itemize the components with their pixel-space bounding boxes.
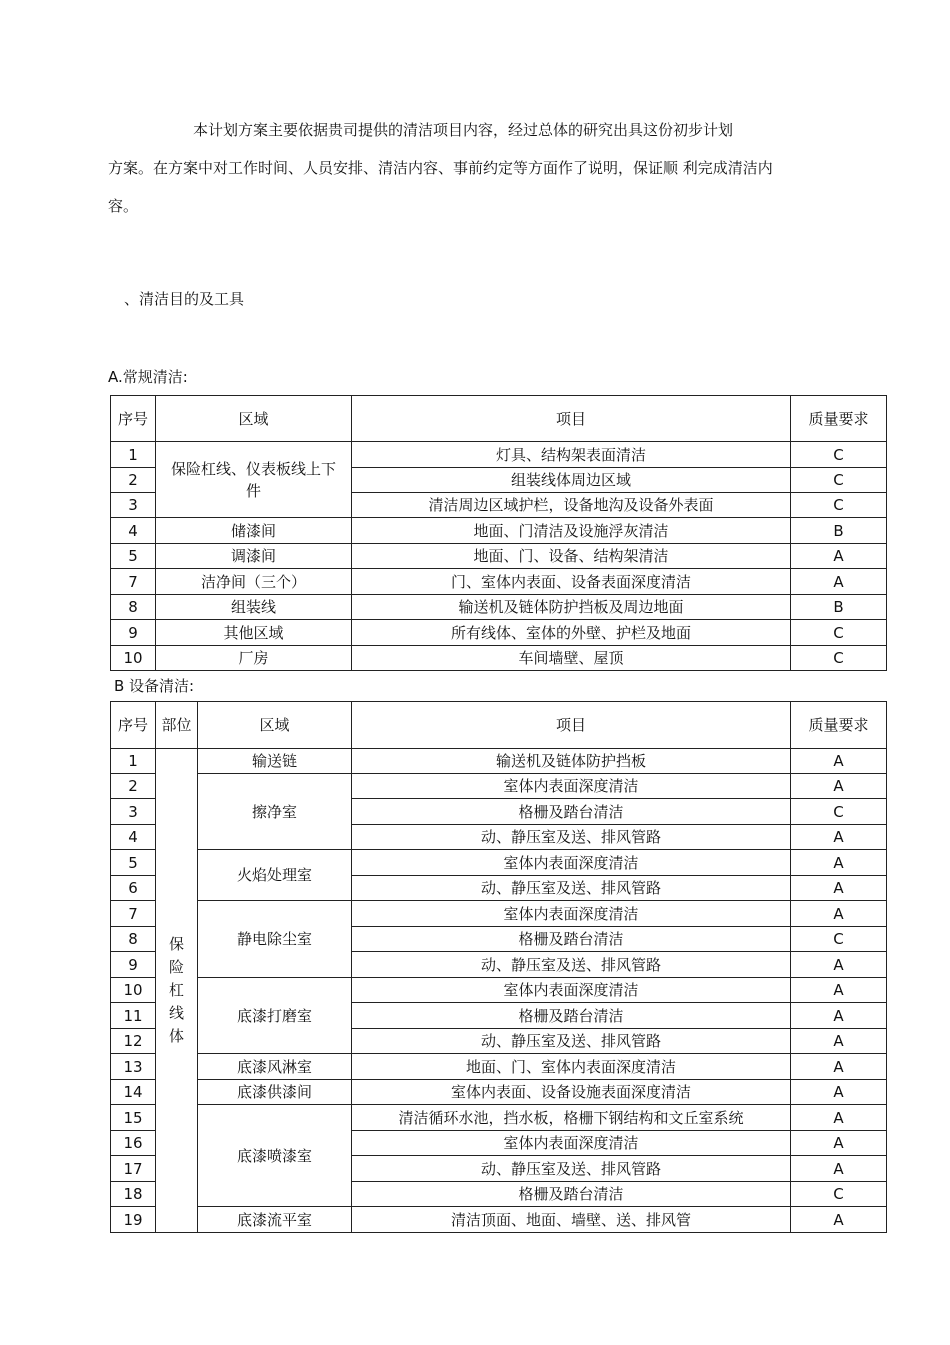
- row-no: 1: [111, 442, 156, 468]
- row-item: 组装线体周边区域: [352, 468, 791, 493]
- row-area: 调漆间: [156, 544, 352, 569]
- row-area: 输送链: [198, 749, 352, 774]
- row-no: 5: [111, 850, 156, 876]
- row-quality: A: [791, 1105, 887, 1131]
- row-item: 动、静压室及送、排风管路: [352, 1156, 791, 1182]
- row-no: 14: [111, 1080, 156, 1105]
- row-quality: A: [791, 1156, 887, 1182]
- row-no: 2: [111, 468, 156, 493]
- row-no: 12: [111, 1029, 156, 1054]
- row-no: 4: [111, 825, 156, 850]
- row-item: 室体内表面深度清洁: [352, 1131, 791, 1156]
- row-no: 10: [111, 978, 156, 1003]
- row-item: 动、静压室及送、排风管路: [352, 876, 791, 901]
- table-b-caption: B 设备清洁:: [114, 677, 195, 695]
- row-item: 格栅及踏台清洁: [352, 927, 791, 952]
- row-area: 底漆供漆间: [198, 1080, 352, 1105]
- row-quality: A: [791, 876, 887, 901]
- row-quality: A: [791, 901, 887, 927]
- row-item: 清洁顶面、地面、墙壁、送、排风管: [352, 1207, 791, 1233]
- intro-line-2: 方案。在方案中对工作时间、人员安排、清洁内容、事前约定等方面作了说明，保证顺 利完成清洁内: [108, 159, 773, 177]
- header-area: 区域: [198, 702, 352, 749]
- row-no: 8: [111, 595, 156, 620]
- row-item: 地面、门清洁及设施浮灰清洁: [352, 518, 791, 544]
- row-quality: A: [791, 544, 887, 569]
- table-row: [111, 518, 887, 544]
- row-item: 输送机及链体防护挡板及周边地面: [352, 595, 791, 620]
- table-a-header-row: [111, 396, 887, 442]
- table-row: [111, 1207, 887, 1233]
- row-area: 静电除尘室: [198, 901, 352, 978]
- row-no: 1: [111, 749, 156, 774]
- row-no: 6: [111, 876, 156, 901]
- table-row: [111, 620, 887, 646]
- table-row: [111, 850, 887, 876]
- row-no: 3: [111, 799, 156, 825]
- header-item: 项目: [352, 396, 791, 442]
- header-quality: 质量要求: [791, 702, 887, 749]
- row-item: 门、室体内表面、设备表面深度清洁: [352, 569, 791, 595]
- row-quality: C: [791, 493, 887, 518]
- row-item: 室体内表面深度清洁: [352, 901, 791, 927]
- row-no: 7: [111, 569, 156, 595]
- row-area: 底漆打磨室: [198, 978, 352, 1054]
- row-quality: A: [791, 1080, 887, 1105]
- row-no: 15: [111, 1105, 156, 1131]
- row-item: 动、静压室及送、排风管路: [352, 1029, 791, 1054]
- row-no: 9: [111, 952, 156, 978]
- table-row: [111, 1054, 887, 1080]
- table-row: [111, 1105, 887, 1131]
- table-row: [111, 978, 887, 1003]
- row-item: 清洁周边区域护栏，设备地沟及设备外表面: [352, 493, 791, 518]
- row-quality: A: [791, 1054, 887, 1080]
- part-label: 保险杠线体: [156, 749, 198, 1233]
- row-no: 3: [111, 493, 156, 518]
- row-no: 2: [111, 774, 156, 799]
- row-quality: A: [791, 774, 887, 799]
- table-row: [111, 646, 887, 671]
- table-a-caption: A.常规清洁:: [108, 368, 188, 386]
- row-area: 擦净室: [198, 774, 352, 850]
- row-item: 清洁循环水池，挡水板，格栅下钢结构和文丘室系统: [352, 1105, 791, 1131]
- row-item: 灯具、结构架表面清洁: [352, 442, 791, 468]
- row-quality: C: [791, 442, 887, 468]
- row-quality: C: [791, 799, 887, 825]
- row-no: 4: [111, 518, 156, 544]
- table-row: [111, 749, 887, 774]
- header-area: 区域: [156, 396, 352, 442]
- table-row: [111, 595, 887, 620]
- row-quality: C: [791, 620, 887, 646]
- row-area: 底漆流平室: [198, 1207, 352, 1233]
- section-heading: 、清洁目的及工具: [124, 290, 245, 308]
- row-no: 13: [111, 1054, 156, 1080]
- row-item: 动、静压室及送、排风管路: [352, 825, 791, 850]
- row-item: 室体内表面深度清洁: [352, 978, 791, 1003]
- row-area: 其他区域: [156, 620, 352, 646]
- header-quality: 质量要求: [791, 396, 887, 442]
- row-quality: C: [791, 468, 887, 493]
- row-quality: B: [791, 518, 887, 544]
- row-quality: A: [791, 1003, 887, 1029]
- row-area: 厂房: [156, 646, 352, 671]
- header-no: 序号: [111, 702, 156, 749]
- row-item: 所有线体、室体的外壁、护栏及地面: [352, 620, 791, 646]
- row-quality: A: [791, 1131, 887, 1156]
- row-item: 格栅及踏台清洁: [352, 1003, 791, 1029]
- row-item: 格栅及踏台清洁: [352, 1182, 791, 1207]
- row-item: 地面、门、设备、结构架清洁: [352, 544, 791, 569]
- row-item: 室体内表面深度清洁: [352, 850, 791, 876]
- row-quality: C: [791, 927, 887, 952]
- row-quality: A: [791, 850, 887, 876]
- row-quality: A: [791, 952, 887, 978]
- row-no: 18: [111, 1182, 156, 1207]
- row-item: 地面、门、室体内表面深度清洁: [352, 1054, 791, 1080]
- row-area: 火焰处理室: [198, 850, 352, 901]
- row-area: 洁净间（三个）: [156, 569, 352, 595]
- row-item: 室体内表面深度清洁: [352, 774, 791, 799]
- row-area: 组装线: [156, 595, 352, 620]
- row-area: 储漆间: [156, 518, 352, 544]
- row-no: 9: [111, 620, 156, 646]
- header-no: 序号: [111, 396, 156, 442]
- row-no: 7: [111, 901, 156, 927]
- row-no: 19: [111, 1207, 156, 1233]
- table-row: [111, 1080, 887, 1105]
- intro-line-1: 本计划方案主要依据贵司提供的清洁项目内容，经过总体的研究出具这份初步计划: [193, 121, 734, 139]
- row-quality: C: [791, 646, 887, 671]
- table-a: [110, 395, 887, 671]
- row-quality: A: [791, 749, 887, 774]
- table-row: [111, 901, 887, 927]
- table-b-header-row: [111, 702, 887, 749]
- row-quality: B: [791, 595, 887, 620]
- intro-line-3: 容。: [108, 197, 139, 215]
- row-item: 输送机及链体防护挡板: [352, 749, 791, 774]
- table-row: [111, 569, 887, 595]
- row-area: 底漆喷漆室: [198, 1105, 352, 1207]
- row-no: 16: [111, 1131, 156, 1156]
- header-part: 部位: [156, 702, 198, 749]
- row-quality: A: [791, 1207, 887, 1233]
- row-no: 10: [111, 646, 156, 671]
- row-item: 车间墙壁、屋顶: [352, 646, 791, 671]
- row-area: 底漆风淋室: [198, 1054, 352, 1080]
- row-quality: C: [791, 1182, 887, 1207]
- row-quality: A: [791, 825, 887, 850]
- table-row: [111, 442, 887, 468]
- row-item: 动、静压室及送、排风管路: [352, 952, 791, 978]
- row-no: 11: [111, 1003, 156, 1029]
- row-item: 室体内表面、设备设施表面深度清洁: [352, 1080, 791, 1105]
- row-no: 5: [111, 544, 156, 569]
- table-row: [111, 544, 887, 569]
- table-row: [111, 774, 887, 799]
- row-quality: A: [791, 569, 887, 595]
- merged-area: 保险杠线、仪表板线上下件: [156, 442, 352, 518]
- header-item: 项目: [352, 702, 791, 749]
- table-b: [110, 701, 887, 1233]
- row-no: 17: [111, 1156, 156, 1182]
- row-quality: A: [791, 978, 887, 1003]
- row-item: 格栅及踏台清洁: [352, 799, 791, 825]
- row-quality: A: [791, 1029, 887, 1054]
- row-no: 8: [111, 927, 156, 952]
